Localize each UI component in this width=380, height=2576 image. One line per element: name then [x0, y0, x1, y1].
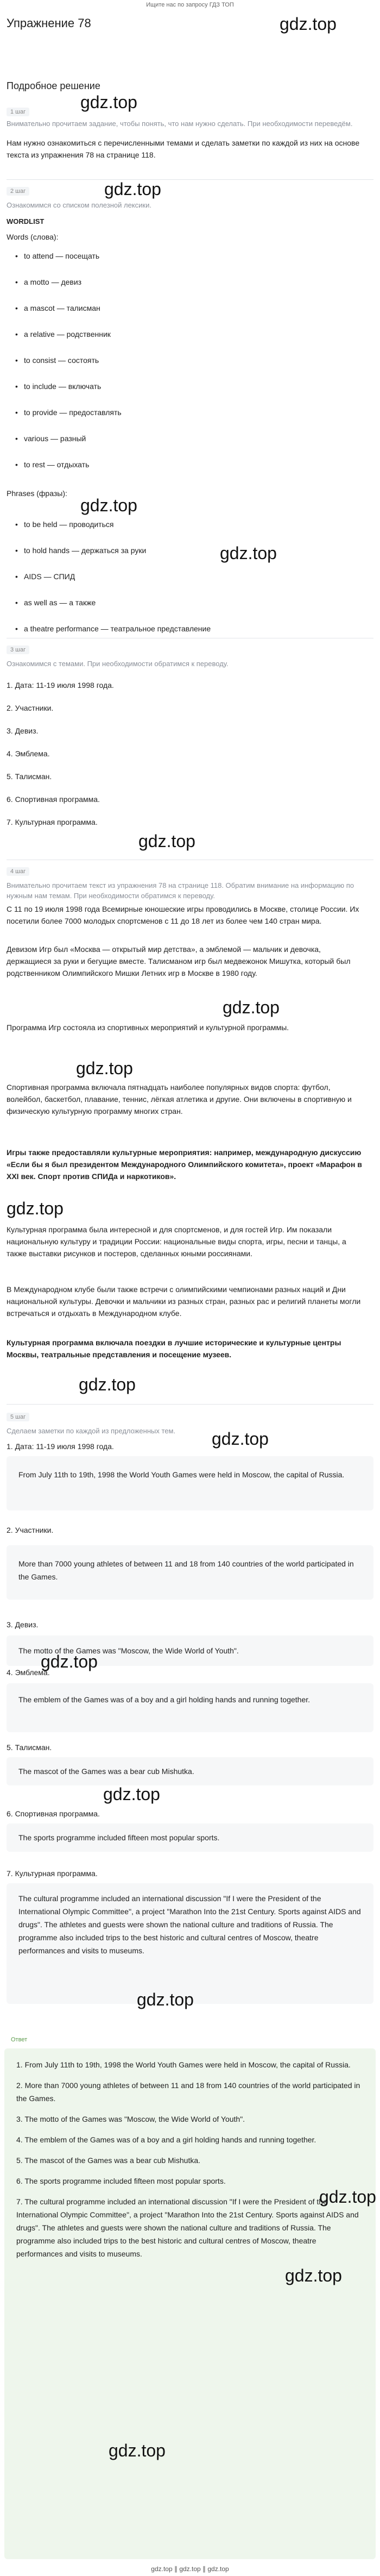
note-text: More than 7000 young athletes of between 11 and 18 from 140 countries of the world participated in the Games.: [18, 1559, 354, 1581]
watermark: gdz.top: [79, 1375, 136, 1394]
word-item: [15, 276, 380, 288]
note-card: [7, 1456, 373, 1510]
step-text: Нам нужно ознакомиться с перечисленными темами и сделать заметки по каждой из них на основе текста из упражнения 78 на странице 118.: [7, 139, 360, 159]
step-hint: Внимательно прочитаем текст из упражнения 78 на странице 118. Обратим внимание на информацию по нужным нам темам. При необходимости обратимся к переводу.: [7, 881, 354, 900]
word-item-text: to provide — предоставлять: [24, 408, 122, 417]
watermark: gdz.top: [104, 179, 161, 199]
bullet-icon: •: [15, 520, 18, 529]
answer-item: 3. The motto of the Games was "Moscow, the Wide World of Youth".: [16, 2115, 245, 2123]
word-item: [15, 328, 380, 340]
watermark: gdz.top: [212, 1429, 269, 1449]
watermark: gdz.top: [138, 831, 195, 851]
answer-label: Ответ: [11, 2036, 28, 2043]
topic-item: [7, 725, 365, 737]
text-paragraph: В Международном клубе были также встречи с олимпийскими чемпионами разных наций и Дни национальной культуры. Девочки и мальчики из разных стран, разных рас и религий планеты могли встречаться и отдыхать в Международном клубе.: [7, 1285, 361, 1318]
step-hint: Сделаем заметки по каждой из предложенных тем.: [7, 1427, 176, 1435]
section-label: 6. Спортивная программа.: [7, 1809, 100, 1818]
note-card: [7, 1545, 373, 1600]
phrase-item: [15, 544, 380, 556]
phrase-item-text: to hold hands — держаться за руки: [24, 546, 147, 555]
divider: [7, 179, 373, 180]
word-item: [15, 302, 380, 314]
word-item: [15, 250, 380, 262]
word-item-text: to include — включать: [24, 382, 102, 391]
section-label: 4. Эмблема.: [7, 1668, 50, 1677]
watermark: gdz.top: [285, 2266, 342, 2285]
bullet-icon: •: [15, 356, 18, 365]
topic-item-text: 6. Спортивная программа.: [7, 795, 100, 804]
step-badge: 5 шаг: [7, 1413, 29, 1421]
watermark: gdz.top: [109, 2441, 166, 2460]
text-paragraph: Программа Игр состояла из спортивных мероприятий и культурной программы.: [7, 1023, 289, 1032]
topics-list: [7, 679, 365, 839]
answer-item: 5. The mascot of the Games was a bear cub Mishutka.: [16, 2156, 201, 2165]
top-search-hint[interactable]: Ищите нас по запросу ГДЗ ТОП: [146, 2, 234, 8]
solution-title: Подробное решение: [7, 80, 100, 91]
word-item-text: a relative — родственник: [24, 330, 111, 339]
watermark: gdz.top: [137, 1990, 194, 2009]
bullet-icon: •: [15, 434, 18, 443]
answer-item: 1. From July 11th to 19th, 1998 the World Youth Games were held in Moscow, the capital of Russia.: [16, 2060, 351, 2069]
footer-links[interactable]: gdz.top ∥ gdz.top ∥ gdz.top: [151, 2565, 229, 2573]
bullet-icon: •: [15, 546, 18, 555]
note-text: The motto of the Games was "Moscow, the Wide World of Youth".: [18, 1646, 239, 1655]
words-label: Words (слова):: [7, 233, 59, 241]
phrase-item: [15, 623, 380, 635]
phrase-item-text: AIDS — СПИД: [24, 572, 75, 581]
section-label: 7. Культурная программа.: [7, 1869, 98, 1878]
answer-item: 2. More than 7000 young athletes of between 11 and 18 from 140 countries of the world participated in the Games.: [16, 2081, 360, 2103]
phrases-list: [7, 518, 380, 649]
word-item: [15, 459, 380, 471]
topic-item: [7, 770, 365, 782]
section-label: 5. Талисман.: [7, 1743, 52, 1752]
note-card: [7, 1683, 373, 1732]
word-item-text: a motto — девиз: [24, 278, 82, 286]
word-item: [15, 406, 380, 418]
word-item: [15, 354, 380, 366]
phrase-item: [15, 571, 380, 582]
watermark: gdz.top: [103, 1784, 160, 1804]
step-hint: Ознакомимся с темами. При необходимости обратимся к переводу.: [7, 660, 229, 668]
section-label: 1. Дата: 11-19 июля 1998 года.: [7, 1442, 114, 1451]
word-item-text: various — разный: [24, 434, 86, 443]
text-paragraph: Девизом Игр был «Москва — открытый мир детства», а эмблемой — мальчик и девочка, держащиеся за руки и бегущие вместе. Талисманом игр был медвежонок Мишутка, который был родственником Олимпийского Мишки Летних игр в Москве в 1980 году.: [7, 945, 351, 977]
note-card: [7, 1823, 373, 1852]
page-title: Упражнение 78: [7, 16, 91, 30]
word-item-text: a mascot — талисман: [24, 304, 100, 312]
topic-item-text: 4. Эмблема.: [7, 749, 50, 758]
section-label: 3. Девиз.: [7, 1620, 39, 1629]
topic-item: [7, 748, 365, 760]
bullet-icon: •: [15, 278, 18, 286]
text-paragraph: Спортивная программа включала пятнадцать наиболее популярных видов спорта: футбол, волейбол, баскетбол, плавание, теннис, лёгкая атлетика и другие. Они включены в спортивную и физическую культурную программу многих стран.: [7, 1083, 352, 1115]
watermark: gdz.top: [280, 14, 337, 34]
text-paragraph: Культурная программа включала поездки в лучшие исторические и культурные центры Москвы, театральные представления и посещение музеев.: [7, 1338, 341, 1359]
note-text: The emblem of the Games was of a boy and a girl holding hands and running together.: [18, 1695, 311, 1704]
bullet-icon: •: [15, 624, 18, 633]
watermark: gdz.top: [223, 998, 280, 1017]
topic-item-text: 3. Девиз.: [7, 726, 39, 735]
wordlist-label: WORDLIST: [7, 217, 45, 225]
word-item-text: to attend — посещать: [24, 252, 100, 260]
text-paragraph: Игры также предоставляли культурные мероприятия: например, международную дискуссию «Если бы я был президентом Международного Олимпийского комитета», проект «Марафон в XXI век. Спорт против СПИДа и наркотиков».: [7, 1148, 362, 1181]
divider: [7, 1404, 373, 1405]
bullet-icon: •: [15, 460, 18, 469]
watermark: gdz.top: [41, 1652, 98, 1671]
words-list: [7, 250, 380, 485]
step-badge: 2 шаг: [7, 187, 29, 196]
topic-item-text: 2. Участники.: [7, 704, 54, 712]
note-text: From July 11th to 19th, 1998 the World Youth Games were held in Moscow, the capital of Russia.: [18, 1470, 345, 1479]
bullet-icon: •: [15, 252, 18, 260]
bullet-icon: •: [15, 572, 18, 581]
watermark: gdz.top: [220, 543, 277, 563]
note-text: The cultural programme included an international discussion "If I were the President of the International Olympic Committee", a project "Marathon Into the 21st Century. Sports against AIDS and drugs". The athletes and guests were shown the national culture and traditions of Russia. The programme also included trips to the best historic and cultural centres of Moscow, theatre performances and visits to museums.: [18, 1894, 361, 1955]
topic-item-text: 1. Дата: 11-19 июля 1998 года.: [7, 681, 114, 690]
step-hint: Ознакомимся со списком полезной лексики.: [7, 201, 151, 209]
phrases-label: Phrases (фразы):: [7, 489, 67, 498]
watermark: gdz.top: [319, 2187, 376, 2207]
step-badge: 4 шаг: [7, 867, 29, 876]
answer-list: [4, 2048, 376, 2260]
topic-item: [7, 793, 365, 805]
note-text: The sports programme included fifteen most popular sports.: [18, 1833, 220, 1842]
word-item: [15, 380, 380, 392]
step-hint: Внимательно прочитаем задание, чтобы понять, что нам нужно сделать. При необходимости переведём.: [7, 120, 353, 128]
note-text: The mascot of the Games was a bear cub Mishutka.: [18, 1767, 194, 1776]
note-card: [7, 1883, 373, 2004]
step-badge: 1 шаг: [7, 108, 29, 116]
phrase-item-text: to be held — проводиться: [24, 520, 114, 529]
note-card: [7, 1757, 373, 1785]
topic-item: [7, 816, 365, 828]
bullet-icon: •: [15, 330, 18, 339]
bullet-icon: •: [15, 382, 18, 391]
topic-item: [7, 702, 365, 714]
text-paragraph: С 11 по 19 июля 1998 года Всемирные юношеские игры проводились в Москве, столице России. Их посетили более 7000 молодых спортсменов с 11 до 18 лет из более чем 140 стран мира.: [7, 905, 359, 925]
bullet-icon: •: [15, 408, 18, 417]
answer-item: 4. The emblem of the Games was of a boy and a girl holding hands and running together.: [16, 2135, 316, 2144]
phrase-item-text: as well as — а также: [24, 598, 96, 607]
watermark: gdz.top: [76, 1058, 133, 1078]
topic-item-text: 5. Талисман.: [7, 772, 52, 781]
phrase-item: [15, 597, 380, 609]
phrase-item-text: a theatre performance — театральное представление: [24, 624, 211, 633]
watermark: gdz.top: [80, 92, 137, 112]
bullet-icon: •: [15, 598, 18, 607]
text-paragraph: Культурная программа была интересной и для спортсменов, и для гостей Игр. Им показали национальную культуру и традиции России: национальные виды спорта, игры, песни и танцы, а также выставки рисунков и постеров, сделанных юными россиянами.: [7, 1225, 346, 1258]
answer-item: 7. The cultural programme included an international discussion "If I were the President of the International Olympic Committee", a project "Marathon Into the 21st Century. Sports against AIDS and drugs". The athletes and guests were shown the national culture and traditions of Russia. The programme also included trips to the best historic and cultural centres of Moscow, theatre performances and visits to museums.: [16, 2197, 359, 2258]
watermark: gdz.top: [80, 496, 137, 515]
answer-item: 6. The sports programme included fifteen most popular sports.: [16, 2177, 226, 2185]
topic-item: [7, 679, 365, 691]
word-item-text: to rest — отдыхать: [24, 460, 90, 469]
phrase-item: [15, 518, 380, 530]
word-item: [15, 433, 380, 444]
step-badge: 3 шаг: [7, 645, 29, 654]
topic-item-text: 7. Культурная программа.: [7, 818, 98, 826]
bullet-icon: •: [15, 304, 18, 312]
watermark: gdz.top: [7, 1199, 64, 1218]
word-item-text: to consist — состоять: [24, 356, 99, 365]
section-label: 2. Участники.: [7, 1526, 54, 1534]
answer-card: [4, 2048, 376, 2559]
